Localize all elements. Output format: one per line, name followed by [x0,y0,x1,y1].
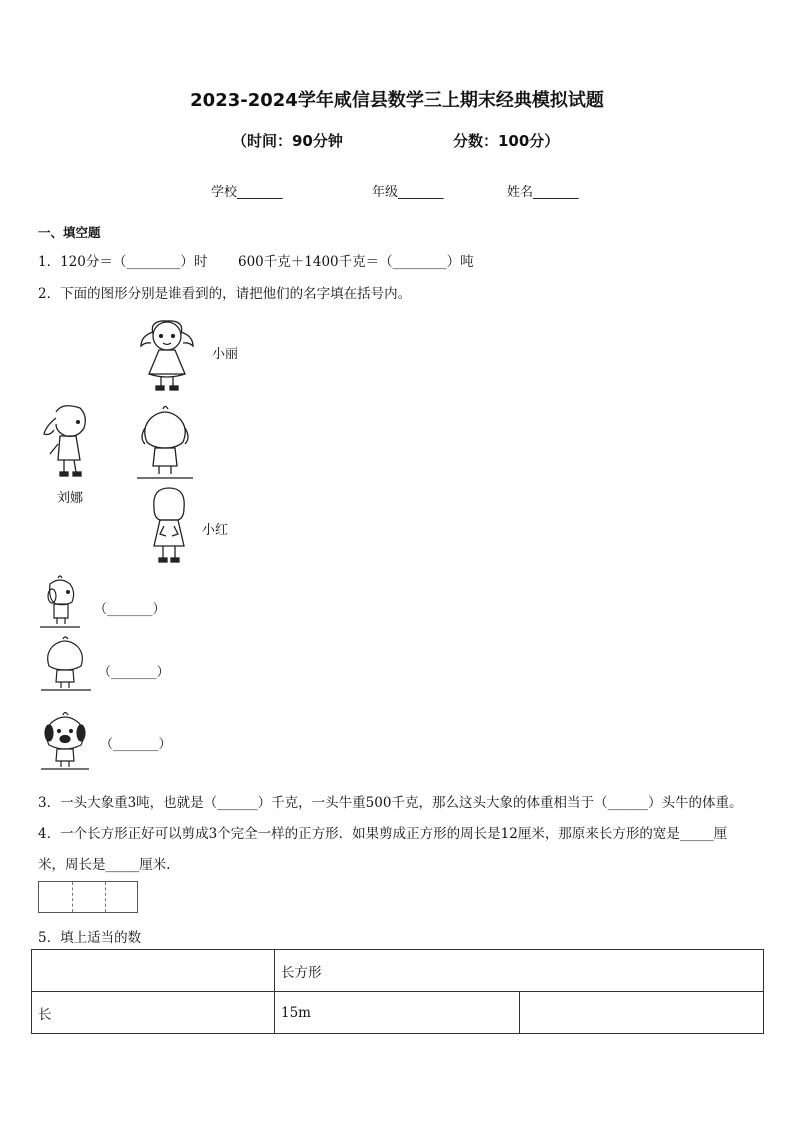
puppy-back-view-figure [41,636,91,692]
girl-side-figure [40,404,92,480]
table-row [32,950,764,992]
rectangle-diagram [38,881,138,913]
girl-front-figure [135,316,205,394]
label-xiaoli: 小丽 [212,347,239,362]
question-5-text: 5．填上适当的数 [38,930,142,946]
table-cell-blank[interactable] [520,992,764,1034]
table-row-label: 长 [32,992,275,1034]
puppy-front-view-figure [41,711,89,771]
question-5-table [31,949,764,1034]
exam-time: （时间：90分钟 [232,132,343,150]
name-field: 姓名_______ [507,185,579,200]
puppy-back-figure [137,406,193,480]
grade-field: 年级_______ [372,185,444,200]
dashed-divider [105,882,106,912]
dashed-divider [72,882,73,912]
answer-blank-1[interactable]: （_______） [94,602,166,617]
question-4-line2: 米，周长是_____厘米． [38,857,180,873]
exam-score: 分数：100分） [453,132,560,150]
question-3-text: 3．一头大象重3吨，也就是（______）千克，一头牛重500千克，那么这头大象的体重相当于（______）头牛的体重。 [38,795,743,811]
answer-blank-2[interactable]: （_______） [98,665,170,680]
table-row [32,992,764,1034]
table-header-cell: 长方形 [275,950,764,992]
table-cell-empty [32,950,275,992]
question-4-line1: 4．一个长方形正好可以剪成3个完全一样的正方形．如果剪成正方形的周长是12厘米，那原来长方形的宽是_____厘 [38,826,728,842]
label-xiaohong: 小红 [202,523,229,538]
question-1-part-a: 1．120分＝（________）时 [38,254,208,270]
answer-blank-3[interactable]: （_______） [100,737,172,752]
school-field: 学校_______ [211,185,283,200]
table-cell-value: 15m [275,992,520,1034]
exam-title: 2023-2024学年咸信县数学三上期末经典模拟试题 [190,90,604,111]
label-liuna: 刘娜 [57,491,84,506]
puppy-side-view-figure [40,576,82,630]
question-1-part-b: 600千克＋1400千克＝（________）吨 [238,254,474,270]
question-2-text: 2．下面的图形分别是谁看到的，请把他们的名字填在括号内。 [38,286,412,302]
section-title-fill-blank: 一、填空题 [38,225,101,240]
girl-back-figure [146,486,192,566]
